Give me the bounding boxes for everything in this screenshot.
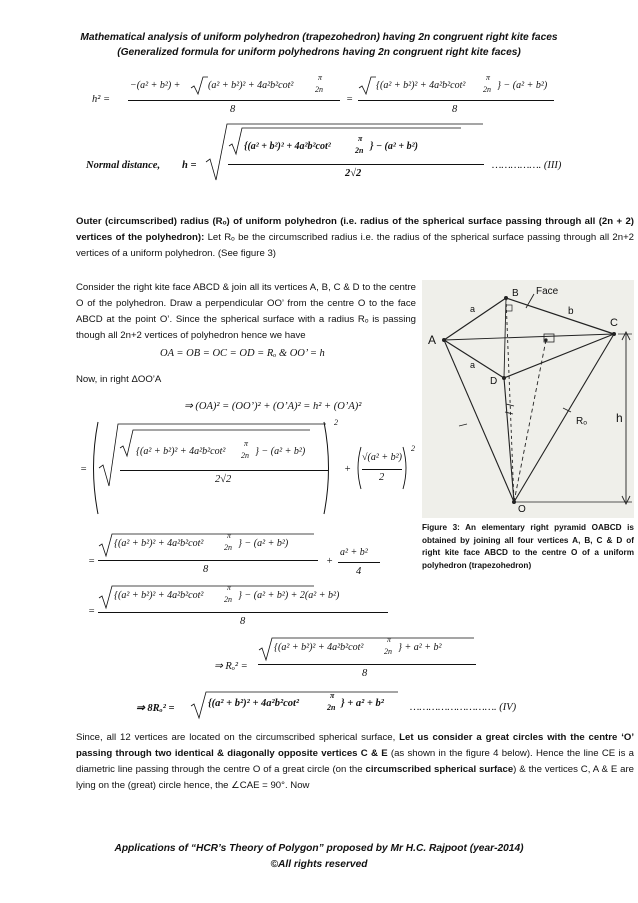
eq-s2-tail: } − (a² + b²) + 2(a² + b²) [238,590,340,601]
fig-label-a-edge-1: a [470,304,476,314]
eq-s1-plus: + [326,556,334,567]
para2-e: ) & the vertices C, A & E are lying on the (great) circle hence, the ∠CAE = 90°. Now [76,764,635,791]
eq-s2-den: 8 [240,616,246,627]
eq-h2-num2-tail: } − (a² + b²) [497,80,548,91]
eq-h2-den1: 8 [230,104,236,115]
fraction-bar [128,100,340,101]
section-heading [76,214,634,262]
eq-norm-inner: {(a² + b²)² + 4a²b²cot² [244,141,331,152]
eq-h2-num2-rad: {(a² + b²)² + 4a²b²cot² [376,80,466,91]
eq-ro2-2n: 2n [384,647,392,656]
fraction-bar [98,560,318,561]
footer-line-2: ©All rights reserved [270,859,368,870]
eq-pythagoras: ⇒ (OA)² = (OO’)² + (O’A)² = h² + (O’A)² [184,401,362,412]
fraction-bar [362,469,402,470]
eq-norm-label: Normal distance, [86,160,161,171]
fraction-bar [258,664,476,665]
fig-label-a-edge-2: a [470,360,476,370]
figure-3-diagram [422,280,634,518]
eq-big-tail: } − (a² + b²) [255,446,306,457]
eq-iv-tail: } + a² + b² [341,698,384,709]
section-title-bold: Outer (circumscribed) radius (Rₒ) of uniform polyhedron (i.e. radius of the spherical surface passing through all (2n + 2) vertices of the polyhedron): [76,216,634,243]
fig-label-b-edge: b [568,306,574,317]
fig-label-face: Face [536,286,559,297]
para2-a: Since, all 12 vertices are located on the circumscribed spherical surface, [76,732,400,743]
eq-ro2-lhs: ⇒ Rₒ² = [214,661,248,672]
eq-s2-pi: π [227,583,232,592]
radical-sign [358,76,376,96]
eq-s1-pi: π [227,531,232,540]
fig-label-d: D [490,376,498,387]
eq-big-rden: 2 [379,472,385,483]
paragraph-2 [76,730,634,794]
eq-ro2-den: 8 [362,668,368,679]
eq-big-eq: = [80,464,88,475]
eq-h2-2n2: 2n [483,85,491,94]
fig-label-h: h [616,411,623,425]
footer-line-1: Applications of “HCR’s Theory of Polygon” proposed by Mr H.C. Rajpoot (year-2014) [114,843,524,854]
eq-big-plus: + [344,464,352,475]
fig-label-ro: Rₒ [576,416,587,427]
eq-big-2n: 2n [241,451,249,460]
fig-label-b: B [512,288,519,299]
eq-h2-lhs: h² = [92,94,111,105]
fraction-bar [120,470,328,471]
eq-h2-num1-rad: (a² + b²)² + 4a²b²cot² [208,80,294,91]
fraction-bar [228,164,484,165]
right-paren [402,446,410,490]
eq-ro2-pi: π [387,635,392,644]
eq-iv-lhs: ⇒ 8Rₒ² = [136,703,175,714]
eq-big-pi: π [244,439,249,448]
eq-s1-den: 8 [203,564,209,575]
eq-big-den: 2√2 [215,474,232,485]
right-paren [322,420,334,516]
paragraph-1: Consider the right kite face ABCD & join all its vertices A, B, C & D to the centre O of the polyhedron. Draw a perpendicular OO’ from the centre O to the face ABCD at the point O’. Since the spherical surface with a radius Rₒ is passing though all 2n+2 vertices of polyhedron hence we have [76,282,416,341]
eq-big-rnum: √(a² + b²) [362,452,402,463]
fig-label-o: O [518,504,526,515]
eq-s1-fnum: a² + b² [340,547,368,558]
header-title: Mathematical analysis of uniform polyhedron (trapezohedron) having 2n congruent right kite faces [80,32,558,43]
eq-s1-num: {(a² + b²)² + 4a²b²cot² [114,538,204,549]
eq-s1-2n: 2n [224,543,232,552]
eq-s2-num: {(a² + b²)² + 4a²b²cot² [114,590,204,601]
eq-big-sq2: 2 [411,444,415,453]
eq-iv-ref: ………………………. (IV) [410,702,517,713]
fraction-bar [358,100,554,101]
header-subtitle: (Generalized formula for uniform polyhedrons having 2n congruent right kite faces) [117,47,521,58]
eq-s1-tail: } − (a² + b²) [238,538,289,549]
eq-norm-lhs: h = [182,160,197,171]
eq-norm-den: 2√2 [345,168,362,179]
eq-h2-pi2: π [486,73,491,82]
fig-label-c: C [610,317,618,329]
para2-b: Let us consider a great circles with the centre ‘O’ passing through two identical & diagonally opposite vertices C & E [76,732,634,759]
para2-d: circumscribed spherical surface [365,764,514,775]
eq-big-inner: {(a² + b²)² + 4a²b²cot² [136,446,226,457]
eq-norm-tail: } − (a² + b²) [370,141,418,152]
fraction-bar [338,562,380,563]
line-now: Now, in right ΔOO’A [76,374,162,385]
fraction-bar [98,612,388,613]
figure-caption: Figure 3: An elementary right pyramid OABCD is obtained by joining all four vertices A, B, C & D of right kite face ABCD to the centre O of a uniform polyhedron (trapezohedron) [422,523,634,570]
eq-oa-equal: OA = OB = OC = OD = Rₒ & OO’ = h [160,348,325,359]
fig-label-a: A [428,333,437,347]
eq-big-sq1: 2 [334,418,338,427]
eq-norm-2n: 2n [355,146,364,155]
eq-s1-eq: = [88,556,96,567]
eq-iv-2n: 2n [327,703,336,712]
eq-h2-den2: 8 [452,104,458,115]
figure-3 [422,280,634,518]
eq-h2-eq: = [346,94,354,105]
eq-iv-pi: π [330,691,335,700]
eq-h2-pi1: π [318,73,323,82]
eq-norm-pi: π [358,134,363,143]
left-paren [354,446,362,490]
eq-norm-ref: ……………. (III) [492,160,562,171]
eq-h2-num1: −(a² + b²) + [130,80,181,91]
eq-ro2-tail: } + a² + b² [398,642,442,653]
eq-h2-2n1: 2n [315,85,323,94]
para2-c: (as shown in the figure 4 below). Hence the line CE is a diametric line passing through the centre O of a great circle (on the [76,748,634,775]
eq-iv-rad: {(a² + b²)² + 4a²b²cot² [208,698,300,709]
radical-sign [190,76,208,96]
eq-s2-2n: 2n [224,595,232,604]
section-title-rest: Let Rₒ be the circumscribed radius i.e. the radius of the spherical surface passing through all 2n+2 vertices of a uniform polyhedron. (See figure 3) [76,232,635,259]
eq-ro2-num: {(a² + b²)² + 4a²b²cot² [274,642,364,653]
eq-s1-fden: 4 [356,566,362,577]
eq-s2-eq: = [88,606,96,617]
